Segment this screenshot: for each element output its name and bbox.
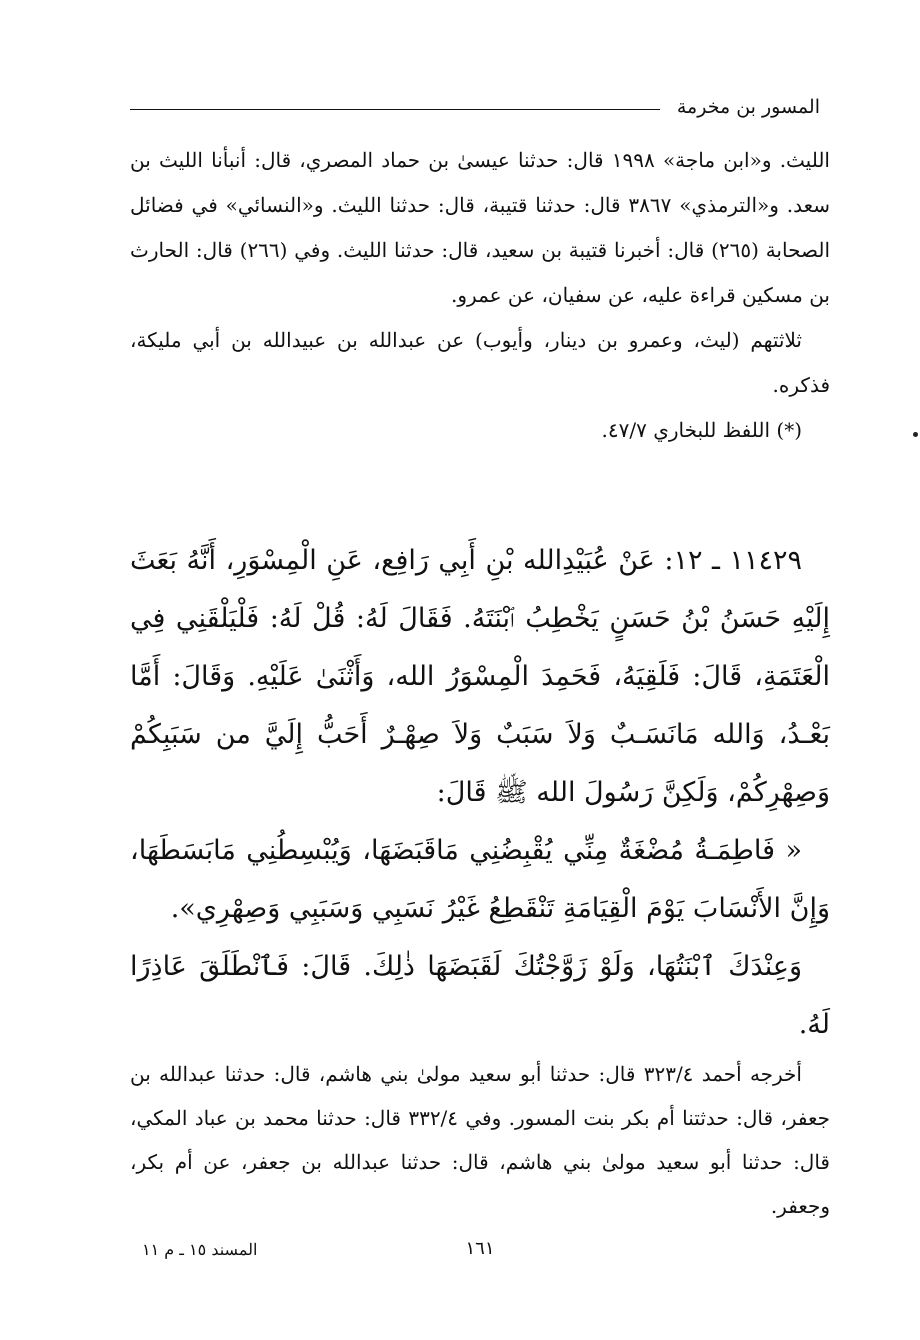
page-number: ١٦١ bbox=[465, 1238, 495, 1259]
intro-paragraph-chain: ثلاثتهم (ليث، وعمرو بن دينار، وأيوب) عن عبدالله بن عبيدالله بن أبي مليكة، فذكره. bbox=[130, 328, 830, 397]
hadith-paragraph-narration: ١١٤٢٩ ـ ١٢: عَنْ عُبَيْدِالله بْنِ أَبِي رَافِع، عَنِ الْمِسْوَرِ، أَنَّهُ بَعَثَ إِلَيْهِ حَسَنُ بْنُ حَسَنٍ يَخْطِبُ ٱبْنَتَهُ. فَقَالَ لَهُ: قُلْ لَهُ: فَلْيَلْقَنِي فِي الْعَتَمَةِ، قَالَ: فَلَقِيَهُ، فَحَمِدَ الْمِسْوَرُ الله، وَأَثْنَىٰ عَلَيْهِ. وَقَالَ: أَمَّا بَعْـدُ، وَالله مَانَسَـبٌ وَلاَ سَبَبٌ وَلاَ صِهْـرٌ أَحَبُّ إِلَيَّ من سَبَبِكُمْ وَصِهْرِكُمْ، وَلَكِنَّ رَسُولَ الله ﷺ قَالَ: bbox=[130, 545, 830, 808]
header-title: المسور بن مخرمة bbox=[676, 96, 820, 118]
takhrij-section bbox=[130, 1052, 830, 1228]
takhrij-paragraph: أخرجه أحمد ٣٢٣/٤ قال: حدثنا أبو سعيد مولىٰ بني هاشم، قال: حدثنا عبدالله بن جعفر، قال: حدثتنا أم بكر بنت المسور. وفي ٣٣٢/٤ قال: حدثنا محمد بن عباد المكي، قال: حدثنا أبو سعيد مولىٰ بني هاشم، قال: حدثنا عبدالله بن جعفر، عن أم بكر، وجعفر. bbox=[130, 1062, 830, 1218]
intro-section bbox=[130, 138, 830, 453]
intro-paragraph-note: (*) اللفظ للبخاري ٤٧/٧. bbox=[601, 418, 802, 442]
printer-signature: المسند ١٥ ـ م ١١ bbox=[142, 1240, 258, 1259]
page-footer bbox=[130, 1238, 830, 1266]
hadith-paragraph-quote: « فَاطِمَـةُ مُضْغَةٌ مِنِّي يُقْبِضُنِي مَاقَبَضَهَا، وَيُبْسِطُنِي مَابَسَطَهَا، وَإِنَّ الأَنْسَابَ يَوْمَ الْقِيَامَةِ تَنْقَطِعُ غَيْرُ نَسَبِي وَسَبَبِي وَصِهْرِي». bbox=[130, 835, 830, 924]
header-rule bbox=[130, 109, 660, 110]
intro-paragraph-sources: الليث. و«ابن ماجة» ١٩٩٨ قال: حدثنا عيسىٰ بن حماد المصري، قال: أنبأنا الليث بن سعد. و«الترمذي» ٣٨٦٧ قال: حدثنا قتيبة، قال: حدثنا الليث. و«النسائي» في فضائل الصحابة (٢٦٥) قال: أخبرنا قتيبة بن سعيد، قال: حدثنا الليث. وفي (٢٦٦) قال: الحارث بن مسكين قراءة عليه، عن سفيان، عن عمرو. bbox=[130, 148, 830, 307]
running-header bbox=[130, 92, 830, 122]
margin-mark bbox=[913, 432, 918, 437]
hadith-section bbox=[130, 532, 830, 1054]
hadith-paragraph-ending: وَعِنْدَكَ ٱبْنَتُهَا، وَلَوْ زَوَّجْتُكَ لَقَبَضَهَا ذٰلِكَ. قَالَ: فَٱنْطَلَقَ عَاذِرًا لَهُ. bbox=[130, 951, 830, 1040]
